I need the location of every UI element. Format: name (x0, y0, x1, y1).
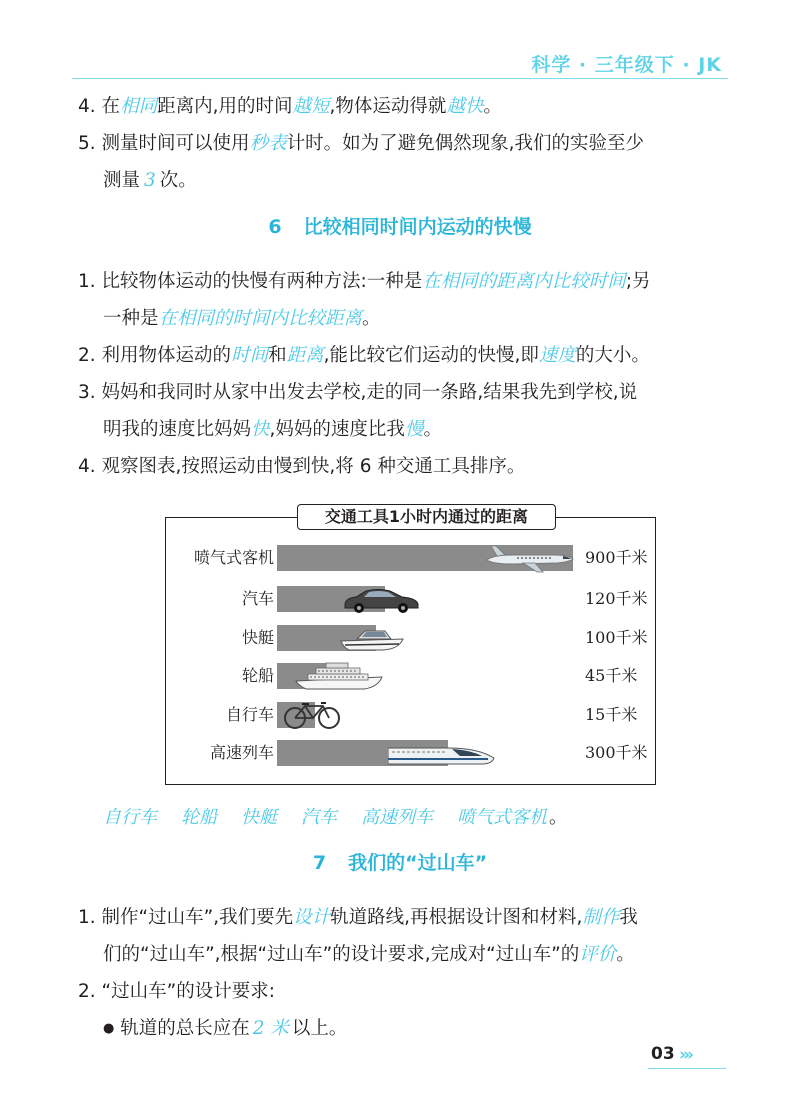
airplane-icon (483, 543, 575, 573)
chart-category-label: 快艇 (241, 628, 274, 647)
speedboat-icon (339, 623, 405, 653)
chart-row (165, 584, 656, 614)
section-number: 7 (312, 852, 327, 874)
chart-row (165, 543, 656, 573)
text: 观察图表,按照运动由慢到快,将 6 种交通工具排序。 (101, 456, 526, 477)
bullet-train-icon (388, 738, 496, 768)
answer: 距离 (286, 345, 324, 366)
question-number: 5. (78, 133, 96, 154)
header-rule (72, 78, 728, 79)
chart-row (165, 623, 656, 653)
footer-rule (648, 1068, 726, 1069)
chart-category-label: 汽车 (241, 589, 274, 608)
question-number: 4. (78, 96, 96, 117)
s6-question-3-continued (103, 416, 763, 444)
answer: 评价 (579, 944, 617, 965)
text: 们的“过山车”,根据“过山车”的设计要求,完成对“过山车”的 (103, 944, 580, 965)
answer: 速度 (538, 345, 576, 366)
answer: 慢 (404, 419, 424, 440)
bicycle-icon (283, 700, 341, 730)
s7-question-2 (78, 978, 738, 1006)
text: 轨道路线,再根据设计图和材料, (330, 907, 583, 928)
answer: 时间 (231, 345, 269, 366)
question-number: 1. (78, 907, 96, 928)
chart-category-label: 喷气式客机 (193, 548, 274, 567)
answer: 秒表 (249, 133, 287, 154)
question-number: 2. (78, 981, 96, 1002)
s6-question-4 (78, 453, 738, 481)
text: ,妈妈的速度比我 (269, 419, 405, 440)
question-number: 1. (78, 271, 96, 292)
answer: 快 (251, 419, 270, 440)
s7-question-1-continued (103, 941, 763, 969)
chart-value-label: 900千米 (585, 548, 648, 567)
text: 。 (362, 308, 381, 329)
section-6-title (0, 212, 800, 239)
header-title: 科学 · 三年级下 · JK (531, 54, 722, 76)
text: ,物体运动得就 (329, 96, 447, 117)
answer: 相同 (120, 96, 158, 117)
question-4 (78, 93, 738, 121)
text: ;另 (625, 271, 651, 292)
text: 在 (101, 96, 121, 117)
chart-value-label: 300千米 (585, 743, 648, 762)
ship-icon (294, 661, 384, 691)
answer: 3 (144, 170, 156, 191)
answer: 制作 (582, 907, 620, 928)
chart-category-label: 轮船 (241, 666, 274, 685)
answer: 设计 (293, 907, 331, 928)
answer: 越短 (292, 96, 330, 117)
text: 测量时间可以使用 (101, 133, 250, 154)
section-7-title (0, 848, 800, 875)
s6-question-1 (78, 268, 738, 296)
section-number: 6 (268, 216, 282, 238)
text: 。 (483, 96, 502, 117)
chart-row (165, 738, 656, 768)
answer-order-item: 轮船 (181, 807, 217, 828)
answer-order-item: 自行车 (103, 807, 157, 828)
text: “过山车”的设计要求: (101, 981, 275, 1002)
question-5-continued (103, 167, 763, 195)
text: 。 (616, 944, 635, 965)
text: 利用物体运动的 (101, 345, 232, 366)
text: 的大小。 (575, 345, 650, 366)
chart-value-label: 100千米 (585, 628, 648, 647)
chart-title: 交通工具1小时内通过的距离 (297, 504, 556, 530)
answer: 2 米 (252, 1018, 289, 1039)
s7-question-1 (78, 904, 738, 932)
text: 我 (619, 907, 638, 928)
s6-question-2 (78, 342, 738, 370)
answer-order-item: 汽车 (301, 807, 337, 828)
text: 距离内,用的时间 (157, 96, 293, 117)
text: 。 (423, 419, 442, 440)
question-number: 2. (78, 345, 96, 366)
chart-value-label: 45千米 (585, 666, 638, 685)
s6-question-1-continued (103, 305, 763, 333)
text: ,能比较它们运动的快慢,即 (323, 345, 539, 366)
chart-row (165, 700, 656, 730)
chart-category-label: 高速列车 (209, 743, 274, 762)
text: 制作“过山车”,我们要先 (101, 907, 294, 928)
question-5 (78, 130, 738, 158)
text: 次。 (159, 170, 197, 191)
chart-value-label: 120千米 (585, 589, 648, 608)
text: 明我的速度比妈妈 (103, 419, 252, 440)
answer-order-item: 快艇 (241, 807, 277, 828)
answer: 在相同的距离内比较时间 (422, 271, 626, 292)
chevrons-right-icon: ››› (679, 1045, 692, 1065)
answer-order-item: 喷气式客机 (457, 807, 547, 828)
page-number: 03 (651, 1044, 675, 1064)
s7-bullet (103, 1015, 763, 1043)
section-heading: 我们的“过山车” (348, 852, 488, 874)
answer-order-item: 高速列车 (361, 807, 433, 828)
text: 轨道的总长应在 (120, 1018, 250, 1039)
question-number: 3. (78, 382, 96, 403)
chart-value-label: 15千米 (585, 705, 638, 724)
car-icon (342, 584, 420, 614)
chart-category-label: 自行车 (225, 705, 274, 724)
answer: 越快 (446, 96, 484, 117)
text: 以上。 (291, 1018, 348, 1039)
chart-row (165, 661, 656, 691)
s6-question-3 (78, 379, 738, 407)
text: 比较物体运动的快慢有两种方法:一种是 (101, 271, 423, 292)
text: 一种是 (103, 308, 159, 329)
section-heading: 比较相同时间内运动的快慢 (303, 216, 532, 238)
text: 计时。如为了避免偶然现象,我们的实验至少 (286, 133, 644, 154)
answer-order-end: 。 (549, 807, 567, 828)
question-number: 4. (78, 456, 96, 477)
answer: 在相同的时间内比较距离 (158, 308, 363, 329)
bullet-icon: ● (103, 1021, 115, 1036)
answer-order (103, 805, 567, 831)
text: 妈妈和我同时从家中出发去学校,走的同一条路,结果我先到学校,说 (101, 382, 638, 403)
text: 测量 (103, 170, 141, 191)
text: 和 (268, 345, 287, 366)
